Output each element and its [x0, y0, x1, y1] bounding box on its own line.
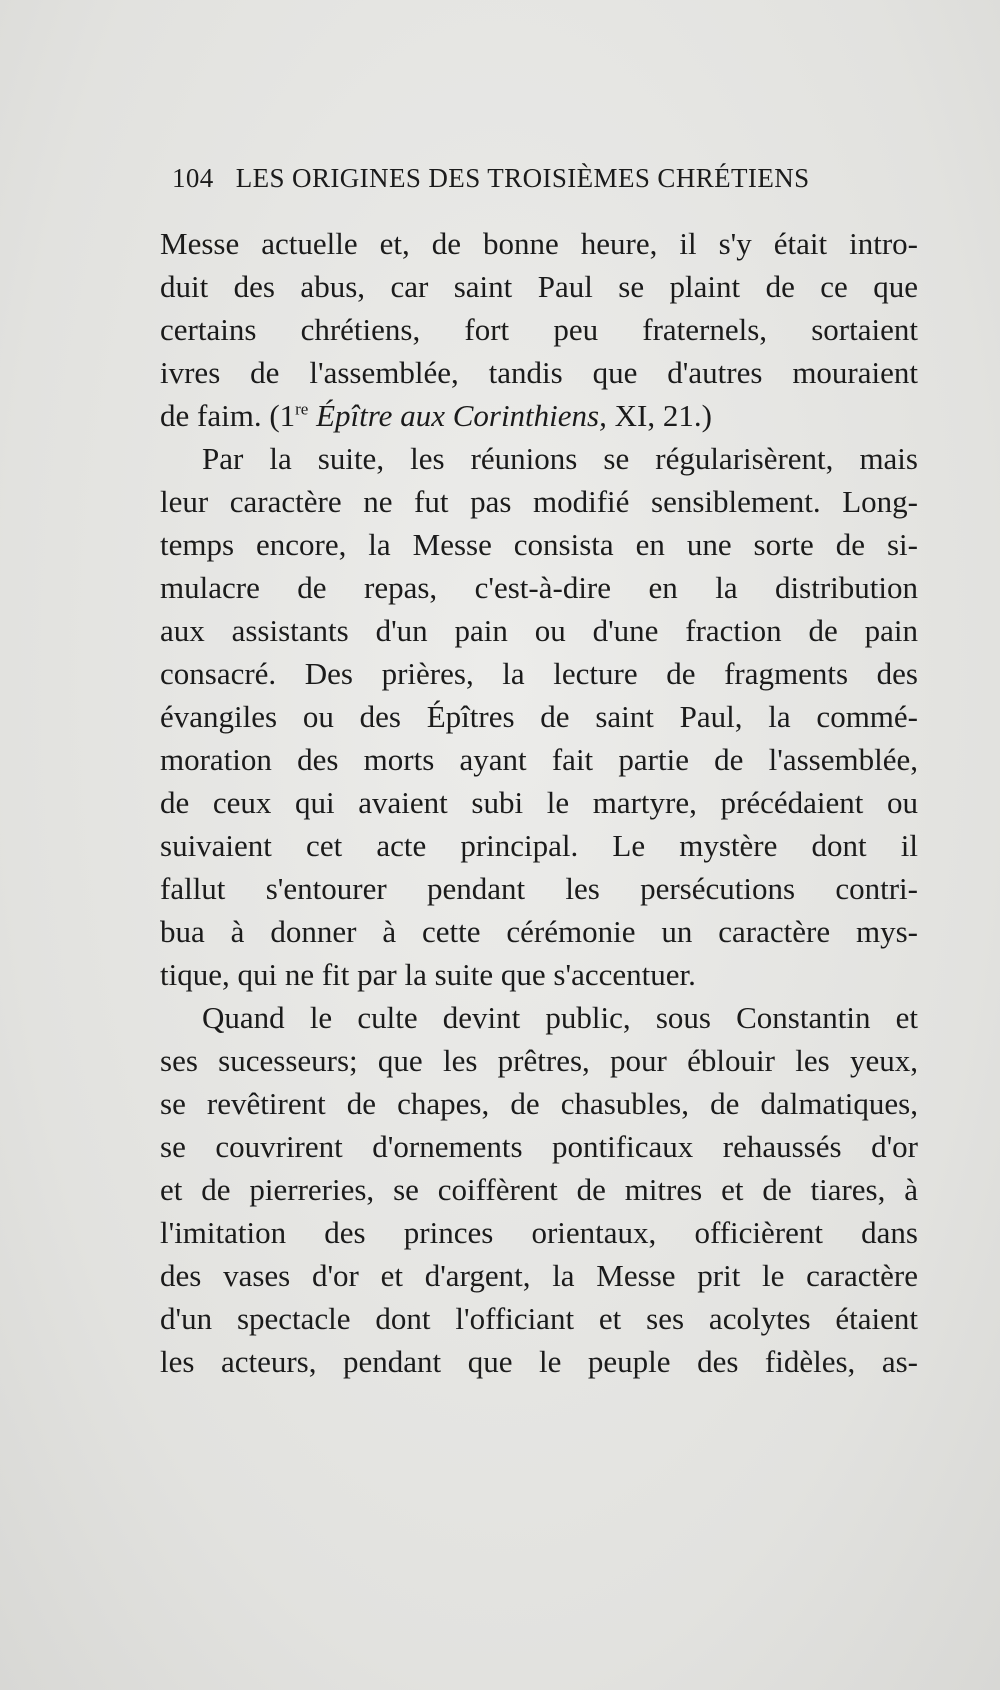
text-line: leur caractère ne fut pas modifié sensiblement. Long- [160, 484, 918, 519]
page-number: 104 [172, 163, 214, 193]
text-line: se couvrirent d'ornements pontificaux rehaussés d'or [160, 1129, 918, 1164]
paragraph-start-line: Par la suite, les réunions se régularisèrent, mais [202, 441, 918, 476]
text-line: temps encore, la Messe consista en une sorte de si- [160, 527, 918, 562]
running-title: LES ORIGINES DES TROISIÈMES CHRÉTIENS [235, 163, 810, 193]
text-line: mulacre de repas, c'est-à-dire en la distribution [160, 570, 918, 605]
citation-space [308, 398, 316, 433]
citation-superscript: re [295, 399, 309, 419]
text-line: évangiles ou des Épîtres de saint Paul, la commé- [160, 699, 918, 734]
text-line: aux assistants d'un pain ou d'une fraction de pain [160, 613, 918, 648]
text-line: duit des abus, car saint Paul se plaint de ce que [160, 269, 918, 304]
text-line: les acteurs, pendant que le peuple des fidèles, as- [160, 1344, 918, 1379]
body-text [160, 222, 918, 1383]
text-line: certains chrétiens, fort peu fraternels, sortaient [160, 312, 918, 347]
citation-reference: XI, 21.) [606, 398, 712, 433]
citation-prefix: de faim. (1 [160, 398, 296, 433]
citation-title: Épître aux Corinthiens, [316, 398, 607, 433]
text-line: se revêtirent de chapes, de chasubles, de dalmatiques, [160, 1086, 918, 1121]
text-line: fallut s'entourer pendant les persécutions contri- [160, 871, 918, 906]
paragraph-start-line: Quand le culte devint public, sous Constantin et [202, 1000, 918, 1035]
text-line: l'imitation des princes orientaux, officièrent dans [160, 1215, 918, 1250]
running-header [172, 163, 922, 194]
text-line: des vases d'or et d'argent, la Messe prit le caractère [160, 1258, 918, 1293]
text-line: et de pierreries, se coiffèrent de mitres et de tiares, à [160, 1172, 918, 1207]
text-line: ivres de l'assemblée, tandis que d'autres mouraient [160, 355, 918, 390]
text-line: d'un spectacle dont l'officiant et ses acolytes étaient [160, 1301, 918, 1336]
text-line: Messe actuelle et, de bonne heure, il s'y était intro- [160, 226, 918, 261]
text-line: ses sucesseurs; que les prêtres, pour éblouir les yeux, [160, 1043, 918, 1078]
text-line: suivaient cet acte principal. Le mystère dont il [160, 828, 918, 863]
paragraph-end-line: tique, qui ne fit par la suite que s'accentuer. [160, 957, 696, 992]
text-line: bua à donner à cette cérémonie un caractère mys- [160, 914, 918, 949]
text-line: consacré. Des prières, la lecture de fragments des [160, 656, 918, 691]
text-line: de ceux qui avaient subi le martyre, précédaient ou [160, 785, 918, 820]
text-line: moration des morts ayant fait partie de l'assemblée, [160, 742, 918, 777]
text-line-citation [160, 394, 918, 437]
